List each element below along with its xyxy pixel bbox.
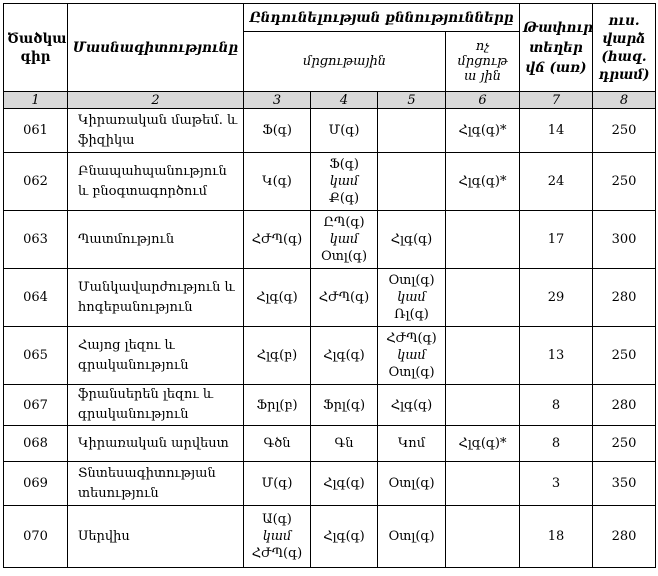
exam-noncompetitive-cell: Հլգ(գ)* [446,153,520,211]
exam3-cell: Հլգ(գ) [378,211,446,269]
exam1-cell [244,506,311,568]
exam-noncompetitive-cell [446,506,520,568]
exam-code: Օտլ(գ) [388,365,435,380]
specialty-cell: Տնտեսագիտության տեսություն [68,462,244,506]
column-number: 5 [378,92,446,109]
specialty-cell: Բնապահպանություն և բնօգտագործում [68,153,244,211]
header-noncompetitive: ոչ մրցութ ա յին [446,32,520,92]
exam1-cell: Կ(գ) [244,153,311,211]
fee-cell: 250 [593,153,656,211]
exam-code: Ֆ(գ) [329,157,359,172]
places-cell: 8 [520,426,593,462]
exam2-cell: Հլգ(գ) [311,462,378,506]
table-row [4,462,656,506]
exam-code: Ա(գ) [262,512,292,527]
exam3-cell [378,327,446,385]
code-cell: 065 [4,327,68,385]
exam-noncompetitive-cell [446,269,520,327]
fee-cell: 250 [593,426,656,462]
header-fee: ուս. վարձ (հազ. դրամ) [593,4,656,92]
code-cell: 069 [4,462,68,506]
exam1-cell: Ֆրլ(բ) [244,385,311,426]
table-row [4,153,656,211]
exam-noncompetitive-cell [446,327,520,385]
column-number: 8 [593,92,656,109]
code-cell: 063 [4,211,68,269]
exam3-cell: Օտլ(գ) [378,506,446,568]
fee-cell: 280 [593,385,656,426]
exam2-cell: ՀԺՊ(գ) [311,269,378,327]
code-cell: 062 [4,153,68,211]
fee-cell: 280 [593,269,656,327]
specialty-cell: Մանկավարժություն և հոգեբանություն [68,269,244,327]
exam-noncompetitive-cell [446,462,520,506]
exam1-cell: Ֆ(գ) [244,109,311,153]
places-cell: 13 [520,327,593,385]
header-competitive: մրցութային [244,32,446,92]
fee-cell: 250 [593,109,656,153]
exam3-cell: Օտլ(գ) [378,462,446,506]
admissions-table [3,3,656,568]
places-cell: 14 [520,109,593,153]
table-row [4,385,656,426]
places-cell: 24 [520,153,593,211]
header-code: Ծածկա գիր [4,4,68,92]
fee-cell: 350 [593,462,656,506]
exam2-cell [311,211,378,269]
specialty-cell: Սերվիս [68,506,244,568]
code-cell: 070 [4,506,68,568]
exam2-cell: Ֆրլ(գ) [311,385,378,426]
header-specialty: Մասնագիտությունը [68,4,244,92]
header-exams: Ընդունելության քննությունները [244,4,520,32]
exam1-cell: Հլգ(բ) [244,327,311,385]
column-number: 7 [520,92,593,109]
column-number: 2 [68,92,244,109]
exam3-cell [378,269,446,327]
fee-cell: 250 [593,327,656,385]
exam-noncompetitive-cell: Հլգ(գ)* [446,426,520,462]
exam-code: ՀԺՊ(գ) [386,331,437,346]
table-row [4,426,656,462]
table-row [4,109,656,153]
or-connector: կամ [262,529,292,544]
exam1-cell: ՀԺՊ(գ) [244,211,311,269]
places-cell: 18 [520,506,593,568]
or-connector: կամ [397,348,426,363]
code-cell: 064 [4,269,68,327]
exam-code: Ք(գ) [328,191,360,206]
column-number: 6 [446,92,520,109]
exam1-cell: Գծն [244,426,311,462]
column-number-row [4,92,656,109]
exam-code: Օտլ(գ) [320,249,368,264]
specialty-cell: Պատմություն [68,211,244,269]
exam2-cell: Մ(գ) [311,109,378,153]
column-number: 1 [4,92,68,109]
fee-cell: 300 [593,211,656,269]
table-row [4,506,656,568]
code-cell: 068 [4,426,68,462]
exam3-cell [378,109,446,153]
exam-noncompetitive-cell: Հլգ(գ)* [446,109,520,153]
exam2-cell: Գն [311,426,378,462]
places-cell: 8 [520,385,593,426]
column-number: 3 [244,92,311,109]
places-cell: 29 [520,269,593,327]
fee-cell: 280 [593,506,656,568]
specialty-cell: ֆրանսերեն լեզու և գրականություն [68,385,244,426]
code-cell: 061 [4,109,68,153]
exam2-cell: Հլգ(գ) [311,327,378,385]
column-number: 4 [311,92,378,109]
exam1-cell: Մ(գ) [244,462,311,506]
exam1-cell: Հլգ(գ) [244,269,311,327]
exam-code: ԸՊ(գ) [323,215,365,230]
specialty-cell: Հայոց լեզու և գրականություն [68,327,244,385]
exam-code: ՀԺՊ(գ) [251,546,303,561]
exam-noncompetitive-cell [446,211,520,269]
exam3-cell: Կոմ [378,426,446,462]
exam3-cell: Հլգ(գ) [378,385,446,426]
header-places: Թափուր տեղեր վճ (առ) [520,4,593,92]
exam-code: Ռլ(գ) [394,307,429,322]
exam2-cell: Հլգ(գ) [311,506,378,568]
specialty-cell: Կիրառական արվեստ [68,426,244,462]
exam2-cell [311,153,378,211]
or-connector: կամ [397,290,426,305]
or-connector: կամ [329,232,359,247]
table-row [4,211,656,269]
exam3-cell [378,153,446,211]
or-connector: կամ [329,174,359,189]
table-row [4,269,656,327]
places-cell: 17 [520,211,593,269]
places-cell: 3 [520,462,593,506]
code-cell: 067 [4,385,68,426]
exam-noncompetitive-cell [446,385,520,426]
table-row [4,327,656,385]
exam-code: Օտլ(գ) [388,273,435,288]
specialty-cell: Կիրառական մաթեմ. և ֆիզիկա [68,109,244,153]
